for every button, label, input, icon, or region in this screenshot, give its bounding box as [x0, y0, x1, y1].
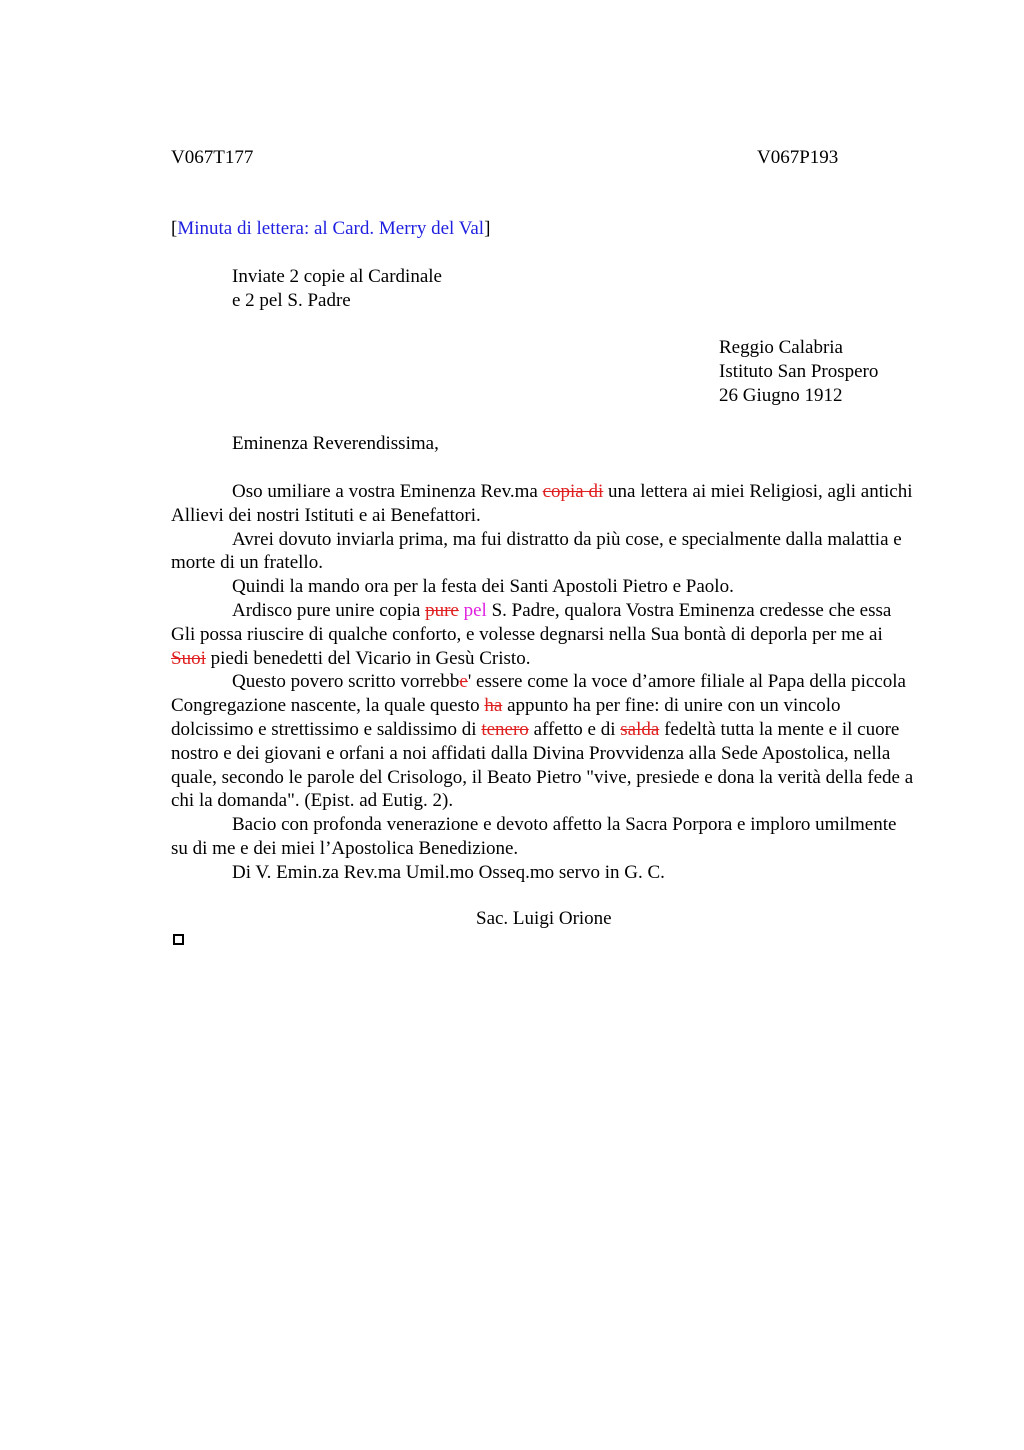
title-close-bracket: ]	[484, 218, 491, 239]
title-text: Minuta di lettera: al Card. Merry del Val	[177, 218, 485, 239]
p5-deleted-2: ha	[484, 695, 503, 717]
document-code-right: V067P193	[757, 147, 839, 168]
paragraph-7: Di V. Emin.za Rev.ma Umil.mo Osseq.mo servo in G. C.	[232, 861, 665, 883]
p5-text-d: affetto e di	[528, 718, 621, 740]
salutation: Eminenza Reverendissima,	[232, 433, 439, 454]
p4-inserted-1: pel	[463, 600, 487, 621]
signature: Sac. Luigi Orione	[476, 908, 612, 929]
paragraph-4	[171, 599, 916, 670]
p5-text-b: ' essere come la voce d’amore filiale al Papa della piccola Congregazione nascente, la quale questo	[171, 671, 906, 717]
p5-text-c: appunto ha per fine: di unire con un vincolo dolcissimo e strettissimo e saldissimo di	[171, 695, 841, 740]
place-institute: Istituto San Prospero	[719, 361, 879, 382]
paragraph-2: Avrei dovuto inviarla prima, ma fui distratto da più cose, e specialmente dalla malattia e morte di un fratello.	[171, 528, 902, 574]
p5-text-e: fedeltà tutta la mente e il cuore nostro e dei giovani e orfani a noi affidati dalla Divina Provvidenza alla Sede Apostolica, nella quale, secondo le parole del Crisologo, il Beato Pietro "vive, presiede e dona la verità della fede a chi la domanda". (Epist. ad Eutig. 2).	[171, 718, 914, 812]
letter-date: 26 Giugno 1912	[719, 385, 843, 406]
paragraph-3: Quindi la mando ora per la festa dei Santi Apostoli Pietro e Paolo.	[232, 576, 734, 598]
paragraph-5	[171, 670, 916, 813]
p5-deleted-4: salda	[620, 718, 660, 740]
p1-text-b: una lettera ai miei Religiosi, agli antichi Allievi dei nostri Istituti e ai Benefattori.	[171, 481, 913, 526]
title-open-bracket: [	[171, 218, 178, 239]
p1-text-a: Oso umiliare a vostra Eminenza Rev.ma	[232, 481, 543, 502]
p4-text-a: Ardisco pure unire copia	[232, 600, 426, 621]
p1-deleted-1: copia di	[542, 481, 604, 502]
p4-text-b: S. Padre, qualora Vostra Eminenza credesse che essa Gli possa riuscire di qualche conforto, e volesse degnarsi nella Sua bontà di deporla per me ai	[171, 600, 892, 645]
p4-deleted-2: Suoi	[171, 647, 206, 669]
p5-deleted-3: tenero	[481, 718, 529, 740]
p4-text-c: piedi benedetti del Vicario in Gesù Cristo.	[205, 647, 531, 669]
document-title	[171, 217, 490, 241]
place-city: Reggio Calabria	[719, 337, 843, 358]
note-line-1: Inviate 2 copie al Cardinale	[232, 266, 442, 287]
paragraph-6: Bacio con profonda venerazione e devoto affetto la Sacra Porpora e imploro umilmente su di me e dei miei l’Apostolica Benedizione.	[171, 814, 897, 859]
document-code-left: V067T177	[171, 147, 254, 168]
p5-text-a: Questo povero scritto vorrebb	[232, 671, 460, 693]
p5-deleted-1: e	[459, 671, 468, 693]
checkbox-square-icon	[173, 934, 184, 945]
p4-deleted-1: pure	[425, 600, 459, 621]
paragraph-1	[171, 480, 916, 528]
note-line-2: e 2 pel S. Padre	[232, 290, 351, 311]
